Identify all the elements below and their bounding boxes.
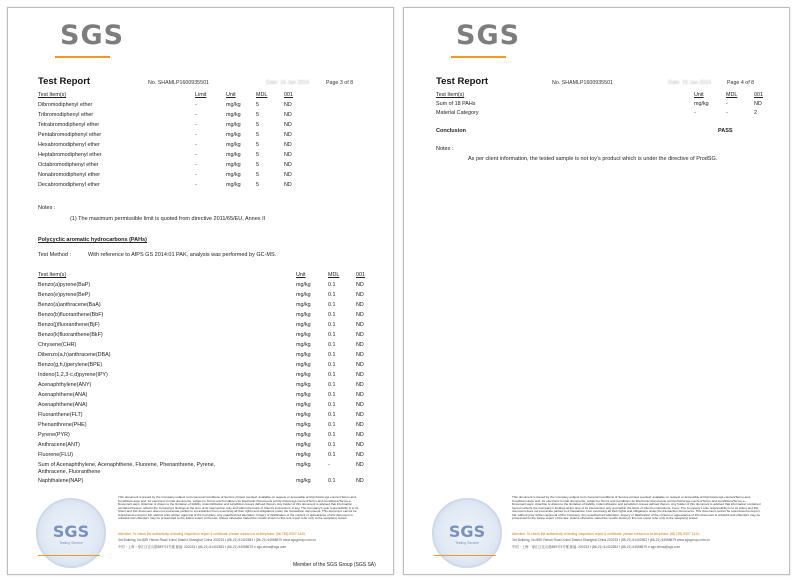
column-header-limit: Limit [195, 92, 207, 98]
cell-item: Hexabromodiphenyl ether [38, 142, 100, 148]
notes-label: Notes : [436, 146, 454, 152]
column-header-item: Test Item(s) [38, 272, 67, 278]
seal-text: SGS [448, 522, 486, 541]
cell-result: ND [284, 152, 292, 158]
page-number: Page 4 of 8 [727, 80, 755, 86]
cell-item: Benzo(a)anthracene(BaA) [38, 302, 101, 308]
cell-item: Pyrene(PYR) [38, 432, 70, 438]
report-date: Date: 16 Jan 2016 [266, 80, 310, 86]
cell-unit: mg/kg [296, 478, 311, 484]
column-header-result: 001 [754, 92, 763, 98]
cell-unit: mg/kg [296, 352, 311, 358]
cell-item: Fluoranthene(FLT) [38, 412, 83, 418]
cell-limit: - [195, 162, 197, 168]
note-1: (1) The maximum permissible limit is quoted from directive 2011/65/EU, Annex II [70, 216, 266, 222]
cell-limit: - [195, 112, 197, 118]
cell-item: Phenanthrene(PHE) [38, 422, 87, 428]
cell-result: ND [356, 402, 364, 408]
cell-item: Acenaphthylene(ANY) [38, 382, 92, 388]
cell-item: Fluorene(FLU) [38, 452, 74, 458]
column-header-unit: Unit [296, 272, 306, 278]
cell-unit: mg/kg [296, 362, 311, 368]
cell-result: ND [356, 452, 364, 458]
cell-result: ND [356, 352, 364, 358]
cell-mdl: 0.1 [328, 372, 336, 378]
cell-item: Tetrabromodiphenyl ether [38, 122, 100, 128]
cell-item: Benzo(j)fluoranthene(BjF) [38, 322, 100, 328]
cell-mdl: 0.1 [328, 402, 336, 408]
column-header-unit: Unit [694, 92, 704, 98]
legal-disclaimer: This document is issued by the Company subject to its General Conditions of Service printed overleaf, available on request or accessible at http://www.sgs.com/en/Terms-and-Conditions.aspx and, for electronic format documents, subject to Terms and Conditions for Electronic Documents at http://www.sgs.com/en/Terms-and-Conditions/Terms-e-Document.aspx. Attention is drawn to the limitation of liability, indemnification and jurisdiction issues defined therein. Any holder of this document is advised that information contained hereon reflects the Company's findings at the time of its intervention only and within the limits of Client's instructions, if any. The Company's sole responsibility is to its Client and this document does not exonerate parties to a transaction from exercising all their rights and obligations under the transaction documents. This document cannot be reproduced except in full, without prior written approval of the Company. Any unauthorized alteration, forgery or falsification of the content or appearance of this document is unlawful and offenders may be prosecuted to the fullest extent of the law. Unless otherwise stated the results shown in this test report refer only to the sample(s) tested. [118, 496, 359, 520]
cell-item: Tribromodiphenyl ether [38, 112, 94, 118]
cell-unit: mg/kg [296, 452, 311, 458]
cell-mdl: 5 [256, 182, 259, 188]
cell-unit: mg/kg [296, 342, 311, 348]
cell-mdl: 0.1 [328, 422, 336, 428]
cell-mdl: 0.1 [328, 352, 336, 358]
cell-unit: mg/kg [296, 422, 311, 428]
cell-result: ND [284, 102, 292, 108]
cell-item: Benzo(a)pyrene(BaP) [38, 282, 91, 288]
cell-result: ND [284, 142, 292, 148]
cell-mdl: 0.1 [328, 342, 336, 348]
cell-item: Dibenzo(a,h)anthracene(DBA) [38, 352, 111, 358]
cell-result: ND [284, 132, 292, 138]
seal-subtext: Testing Service [59, 541, 83, 545]
cell-item: Heptabromodiphenyl ether [38, 152, 102, 158]
cell-result: ND [356, 462, 364, 468]
cell-mdl: 5 [256, 122, 259, 128]
cell-limit: - [195, 142, 197, 148]
cell-item: Acenaphthene(ANA) [38, 402, 88, 408]
cell-item: Pentabromodiphenyl ether [38, 132, 102, 138]
cell-mdl: 5 [256, 132, 259, 138]
cell-result: ND [284, 162, 292, 168]
cell-mdl: 0.1 [328, 432, 336, 438]
cell-unit: mg/kg [296, 392, 311, 398]
report-page-4 [403, 7, 790, 575]
cell-result: ND [356, 412, 364, 418]
cell-unit: mg/kg [226, 112, 241, 118]
logo-underline [451, 56, 506, 58]
cell-result: ND [284, 122, 292, 128]
address-en: 3rd Building, No.889 Yishan Road Xuhui District,Shanghai China 200233 t (86-21) 61402553 f (86-21) 64958679 www.sgsgroup.com.cn [512, 538, 710, 542]
cell-limit: - [195, 122, 197, 128]
cell-result: ND [356, 478, 364, 484]
pah-results-table [38, 272, 365, 492]
cell-item: Nonabromodiphenyl ether [38, 172, 101, 178]
cell-unit: mg/kg [226, 162, 241, 168]
cell-unit: mg/kg [296, 312, 311, 318]
column-header-result: 001 [356, 272, 365, 278]
cell-limit: - [195, 182, 197, 188]
conclusion-label: Conclusion [436, 128, 466, 134]
cell-item: Naphthalene(NAP) [38, 478, 84, 484]
cell-unit: mg/kg [296, 412, 311, 418]
cell-result: ND [284, 112, 292, 118]
column-header-item: Test Item(s) [38, 92, 67, 98]
cell-unit: mg/kg [296, 402, 311, 408]
cell-unit: mg/kg [296, 322, 311, 328]
cell-item: Decabromodiphenyl ether [38, 182, 100, 188]
cell-unit: mg/kg [226, 182, 241, 188]
cell-mdl: 0.1 [328, 412, 336, 418]
note-text: As per client information, the tested sample is not toy's product which is under the directive of ProdSG. [468, 156, 718, 162]
cell-unit: mg/kg [226, 102, 241, 108]
column-header-mdl: MDL [328, 272, 340, 278]
cell-result: ND [356, 432, 364, 438]
address-en: 3rd Building, No.889 Yishan Road Xuhui District,Shanghai China 200233 t (86-21) 61402553 f (86-21) 64958679 www.sgsgroup.com.cn [118, 538, 316, 542]
cell-item: Dibromodiphenyl ether [38, 102, 93, 108]
column-header-mdl: MDL [256, 92, 268, 98]
column-header-mdl: MDL [726, 92, 738, 98]
cell-item: Acenaphthene(ANA) [38, 392, 88, 398]
cell-result: ND [754, 101, 762, 107]
cell-unit: mg/kg [296, 332, 311, 338]
cell-mdl: 0.1 [328, 392, 336, 398]
cell-mdl: - [726, 101, 728, 107]
cell-unit: - [694, 110, 696, 116]
cell-mdl: 0.1 [328, 292, 336, 298]
cell-mdl: 5 [256, 142, 259, 148]
sgs-logo: SGS [456, 20, 521, 51]
cell-result: ND [356, 322, 364, 328]
logo-underline [55, 56, 110, 58]
cell-result: ND [284, 172, 292, 178]
cell-mdl: 0.1 [328, 478, 336, 484]
cell-unit: mg/kg [226, 172, 241, 178]
cell-item: Octabromodiphenyl ether [38, 162, 99, 168]
cell-item: Anthracene(ANT) [38, 442, 80, 448]
report-date: Date: 16 Jan 2016 [668, 80, 712, 86]
cell-mdl: 0.1 [328, 322, 336, 328]
column-header-unit: Unit [226, 92, 236, 98]
cell-result: ND [356, 442, 364, 448]
cell-result: 2 [754, 110, 757, 116]
sgs-seal-icon [432, 498, 502, 568]
cell-unit: mg/kg [296, 432, 311, 438]
cell-result: ND [356, 302, 364, 308]
member-text: Member of the SGS Group (SGS SA) [293, 562, 376, 568]
section-title: Polycyclic aromatic hydrocarbons (PAHs) [38, 237, 148, 243]
report-number: No. SHAMLP1600935501 [148, 80, 209, 86]
address-cn: 中国・上海・徐汇区宜山路889号3号楼 邮编: 200233 t (86-21) 61402553 f (86-21) 64958679 e sgs.china@sgs.com [118, 545, 287, 549]
cell-limit: - [195, 152, 197, 158]
cell-unit: mg/kg [296, 282, 311, 288]
cell-item: Sum of Acenaphthylene, Acenaphthene, Fluorene, Phenanthrene, Pyrene, [38, 462, 216, 468]
cell-mdl: 0.1 [328, 452, 336, 458]
cell-result: ND [356, 362, 364, 368]
cell-item: Material Category [436, 110, 479, 116]
cell-result: ND [356, 292, 364, 298]
cell-unit: mg/kg [226, 152, 241, 158]
seal-underline [38, 555, 100, 556]
cell-unit: mg/kg [694, 101, 709, 107]
seal-text: SGS [52, 522, 90, 541]
sgs-seal-icon [36, 498, 106, 568]
report-number: No. SHAMLP1600935501 [552, 80, 613, 86]
cell-unit: mg/kg [296, 442, 311, 448]
cell-item: Indeno(1,2,3-c,d)pyrene(IPY) [38, 372, 108, 378]
cell-limit: - [195, 102, 197, 108]
cell-item: Benzo(g,h,i)perylene(BPE) [38, 362, 103, 368]
cell-mdl: 5 [256, 172, 259, 178]
cell-result: ND [356, 282, 364, 288]
column-header-item: Test Item(s) [436, 92, 465, 98]
legal-disclaimer: This document is issued by the Company subject to its General Conditions of Service printed overleaf, available on request or accessible at http://www.sgs.com/en/Terms-and-Conditions.aspx and, for electronic format documents, subject to Terms and Conditions for Electronic Documents at http://www.sgs.com/en/Terms-and-Conditions/Terms-e-Document.aspx. Attention is drawn to the limitation of liability, indemnification and jurisdiction issues defined therein. Any holder of this document is advised that information contained hereon reflects the Company's findings at the time of its intervention only and within the limits of Client's instructions, if any. The Company's sole responsibility is to its Client and this document does not exonerate parties to a transaction from exercising all their rights and obligations under the transaction documents. This document cannot be reproduced except in full, without prior written approval of the Company. Any unauthorized alteration, forgery or falsification of the content or appearance of this document is unlawful and offenders may be prosecuted to the fullest extent of the law. Unless otherwise stated the results shown in this test report refer only to the sample(s) tested. [512, 496, 761, 520]
cell-result: ND [356, 332, 364, 338]
cell-mdl: 5 [256, 162, 259, 168]
address-cn: 中国・上海・徐汇区宜山路889号3号楼 邮编: 200233 t (86-21) 61402553 f (86-21) 64958679 e sgs.china@sgs.com [512, 545, 681, 549]
cell-result: ND [356, 392, 364, 398]
column-header-result: 001 [284, 92, 293, 98]
seal-subtext: Testing Service [455, 541, 479, 545]
conclusion-value: PASS [718, 128, 733, 134]
cell-mdl: 0.1 [328, 362, 336, 368]
cell-item-cont: Anthracene, Fluoranthene [38, 469, 101, 475]
cell-mdl: 5 [256, 112, 259, 118]
page-number: Page 3 of 8 [326, 80, 354, 86]
seal-underline [434, 555, 496, 556]
cell-unit: mg/kg [226, 122, 241, 128]
cell-mdl: 0.1 [328, 382, 336, 388]
authenticity-notice: Attention: To check the authenticity of testing /inspection report & certificate, please contact us at telephone: (86-755) 8307 1443, [512, 532, 700, 536]
notes-label: Notes : [38, 205, 56, 211]
cell-mdl: - [726, 110, 728, 116]
cell-item: Sum of 18 PAHs [436, 101, 476, 107]
cell-unit: mg/kg [226, 142, 241, 148]
report-title: Test Report [38, 76, 91, 87]
cell-mdl: 0.1 [328, 332, 336, 338]
test-method-label: Test Method : [38, 252, 72, 258]
cell-unit: mg/kg [296, 302, 311, 308]
cell-limit: - [195, 172, 197, 178]
cell-item: Benzo(e)pyrene(BeP) [38, 292, 91, 298]
cell-result: ND [356, 312, 364, 318]
cell-unit: mg/kg [296, 372, 311, 378]
authenticity-notice: Attention: To check the authenticity of testing /inspection report & certificate, please contact us at telephone: (86-755) 8307 1443, [118, 532, 306, 536]
cell-mdl: - [328, 462, 330, 468]
cell-unit: mg/kg [226, 132, 241, 138]
cell-result: ND [356, 422, 364, 428]
cell-mdl: 5 [256, 152, 259, 158]
cell-result: ND [356, 372, 364, 378]
cell-mdl: 0.1 [328, 282, 336, 288]
cell-result: ND [356, 342, 364, 348]
cell-result: ND [356, 382, 364, 388]
cell-result: ND [284, 182, 292, 188]
cell-item: Chrysene(CHR) [38, 342, 77, 348]
test-method-text: With reference to AfPS GS 2014:01 PAK, analysis was performed by GC-MS. [88, 252, 277, 258]
cell-mdl: 0.1 [328, 312, 336, 318]
cell-unit: mg/kg [296, 462, 311, 468]
cell-mdl: 5 [256, 102, 259, 108]
cell-unit: mg/kg [296, 292, 311, 298]
cell-item: Benzo(k)fluoranthene(BkF) [38, 332, 103, 338]
cell-item: Benzo(b)fluoranthene(BbF) [38, 312, 104, 318]
summary-table [436, 92, 763, 122]
cell-limit: - [195, 132, 197, 138]
pbde-results-table [38, 92, 358, 192]
sgs-logo: SGS [60, 20, 125, 51]
cell-mdl: 0.1 [328, 442, 336, 448]
cell-unit: mg/kg [296, 382, 311, 388]
report-title: Test Report [436, 76, 489, 87]
report-page-3 [7, 7, 394, 575]
cell-mdl: 0.1 [328, 302, 336, 308]
